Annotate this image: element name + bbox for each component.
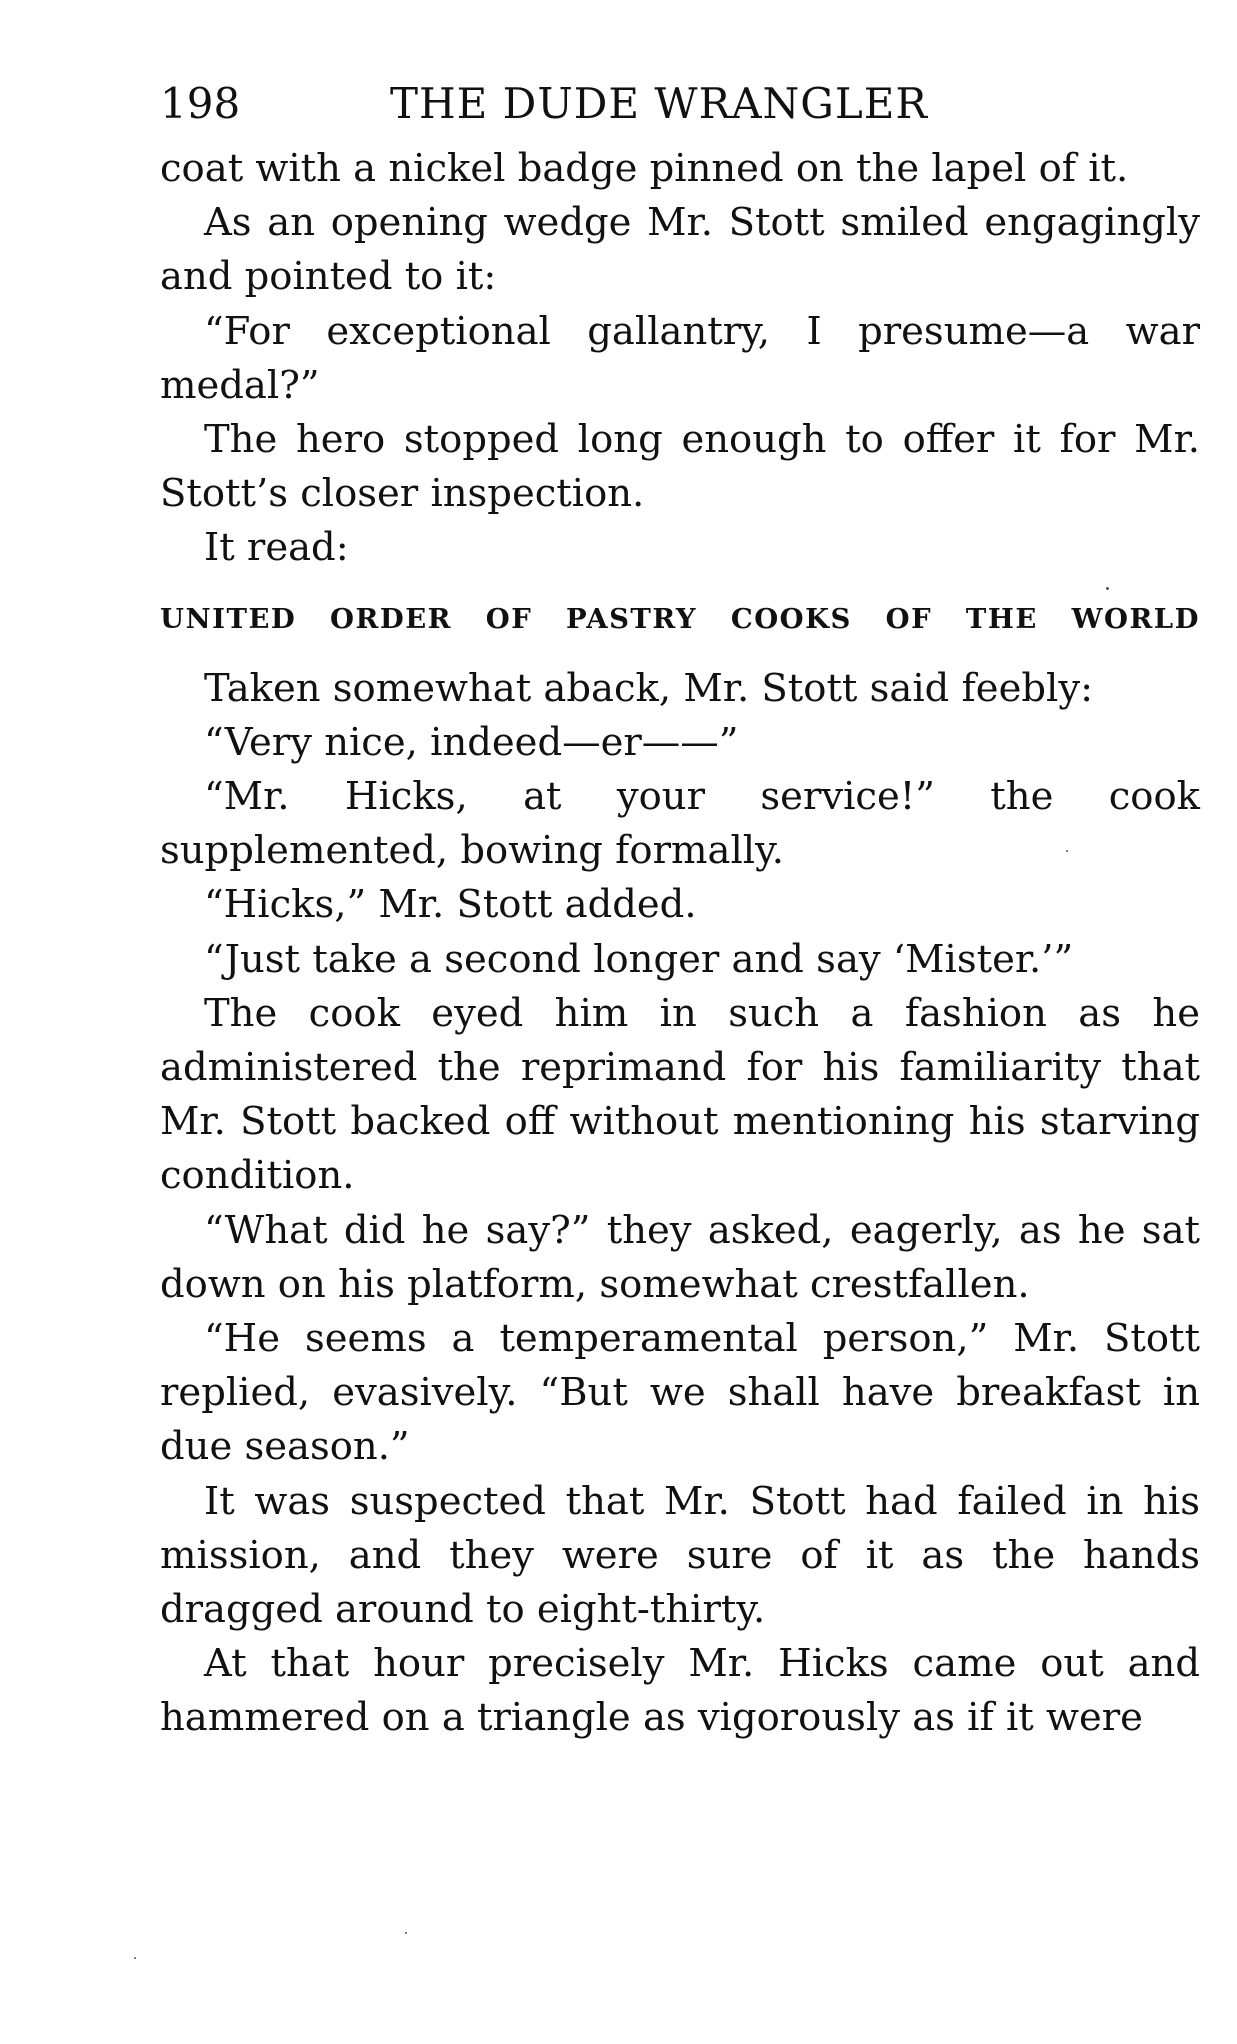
paragraph: Taken somewhat aback, Mr. Stott said feebly: [204,665,1094,711]
paragraph: “Very nice, indeed—er——” [204,719,739,765]
print-speck [1066,850,1068,852]
paragraph: “He seems a temperamental person,” Mr. Stott replied, evasively. “But we shall have breakfast in due season.” [160,1316,1200,1470]
paragraph: The hero stopped long enough to offer it for Mr. Stott’s closer inspection. [160,417,1200,517]
book-page [160,72,1200,1746]
paragraph: “Hicks,” Mr. Stott added. [204,882,697,928]
paragraph: “Mr. Hicks, at your service!” the cook supplemented, bowing formally. [160,774,1200,874]
body-text [160,142,1200,1746]
paragraph: coat with a nickel badge pinned on the lapel of it. [160,146,1129,191]
running-head [160,72,1200,136]
paragraph: The cook eyed him in such a fashion as he administered the reprimand for his familiarity that Mr. Stott backed off without mentioning his starving condition. [160,990,1200,1199]
page-number: 198 [160,79,241,128]
print-speck [1106,587,1109,590]
book-title: THE DUDE WRANGLER [390,79,929,128]
badge-inscription: UNITED ORDER OF PASTRY COOKS OF THE WORLD [160,602,1200,635]
paragraph: It was suspected that Mr. Stott had failed in his mission, and they were sure of it as the hands dragged around to eight-thirty. [160,1478,1200,1633]
print-speck [405,1932,407,1934]
paragraph: At that hour precisely Mr. Hicks came out and hammered on a triangle as vigorously as if it were [160,1641,1200,1741]
print-speck [134,1957,136,1959]
paragraph: “What did he say?” they asked, eagerly, as he sat down on his platform, somewhat crestfallen. [160,1207,1200,1307]
paragraph: “For exceptional gallantry, I presume—a war medal?” [160,308,1200,408]
paragraph: As an opening wedge Mr. Stott smiled engagingly and pointed to it: [160,200,1200,300]
paragraph: “Just take a second longer and say ‘Mister.’” [204,936,1074,982]
paragraph: It read: [204,525,349,571]
